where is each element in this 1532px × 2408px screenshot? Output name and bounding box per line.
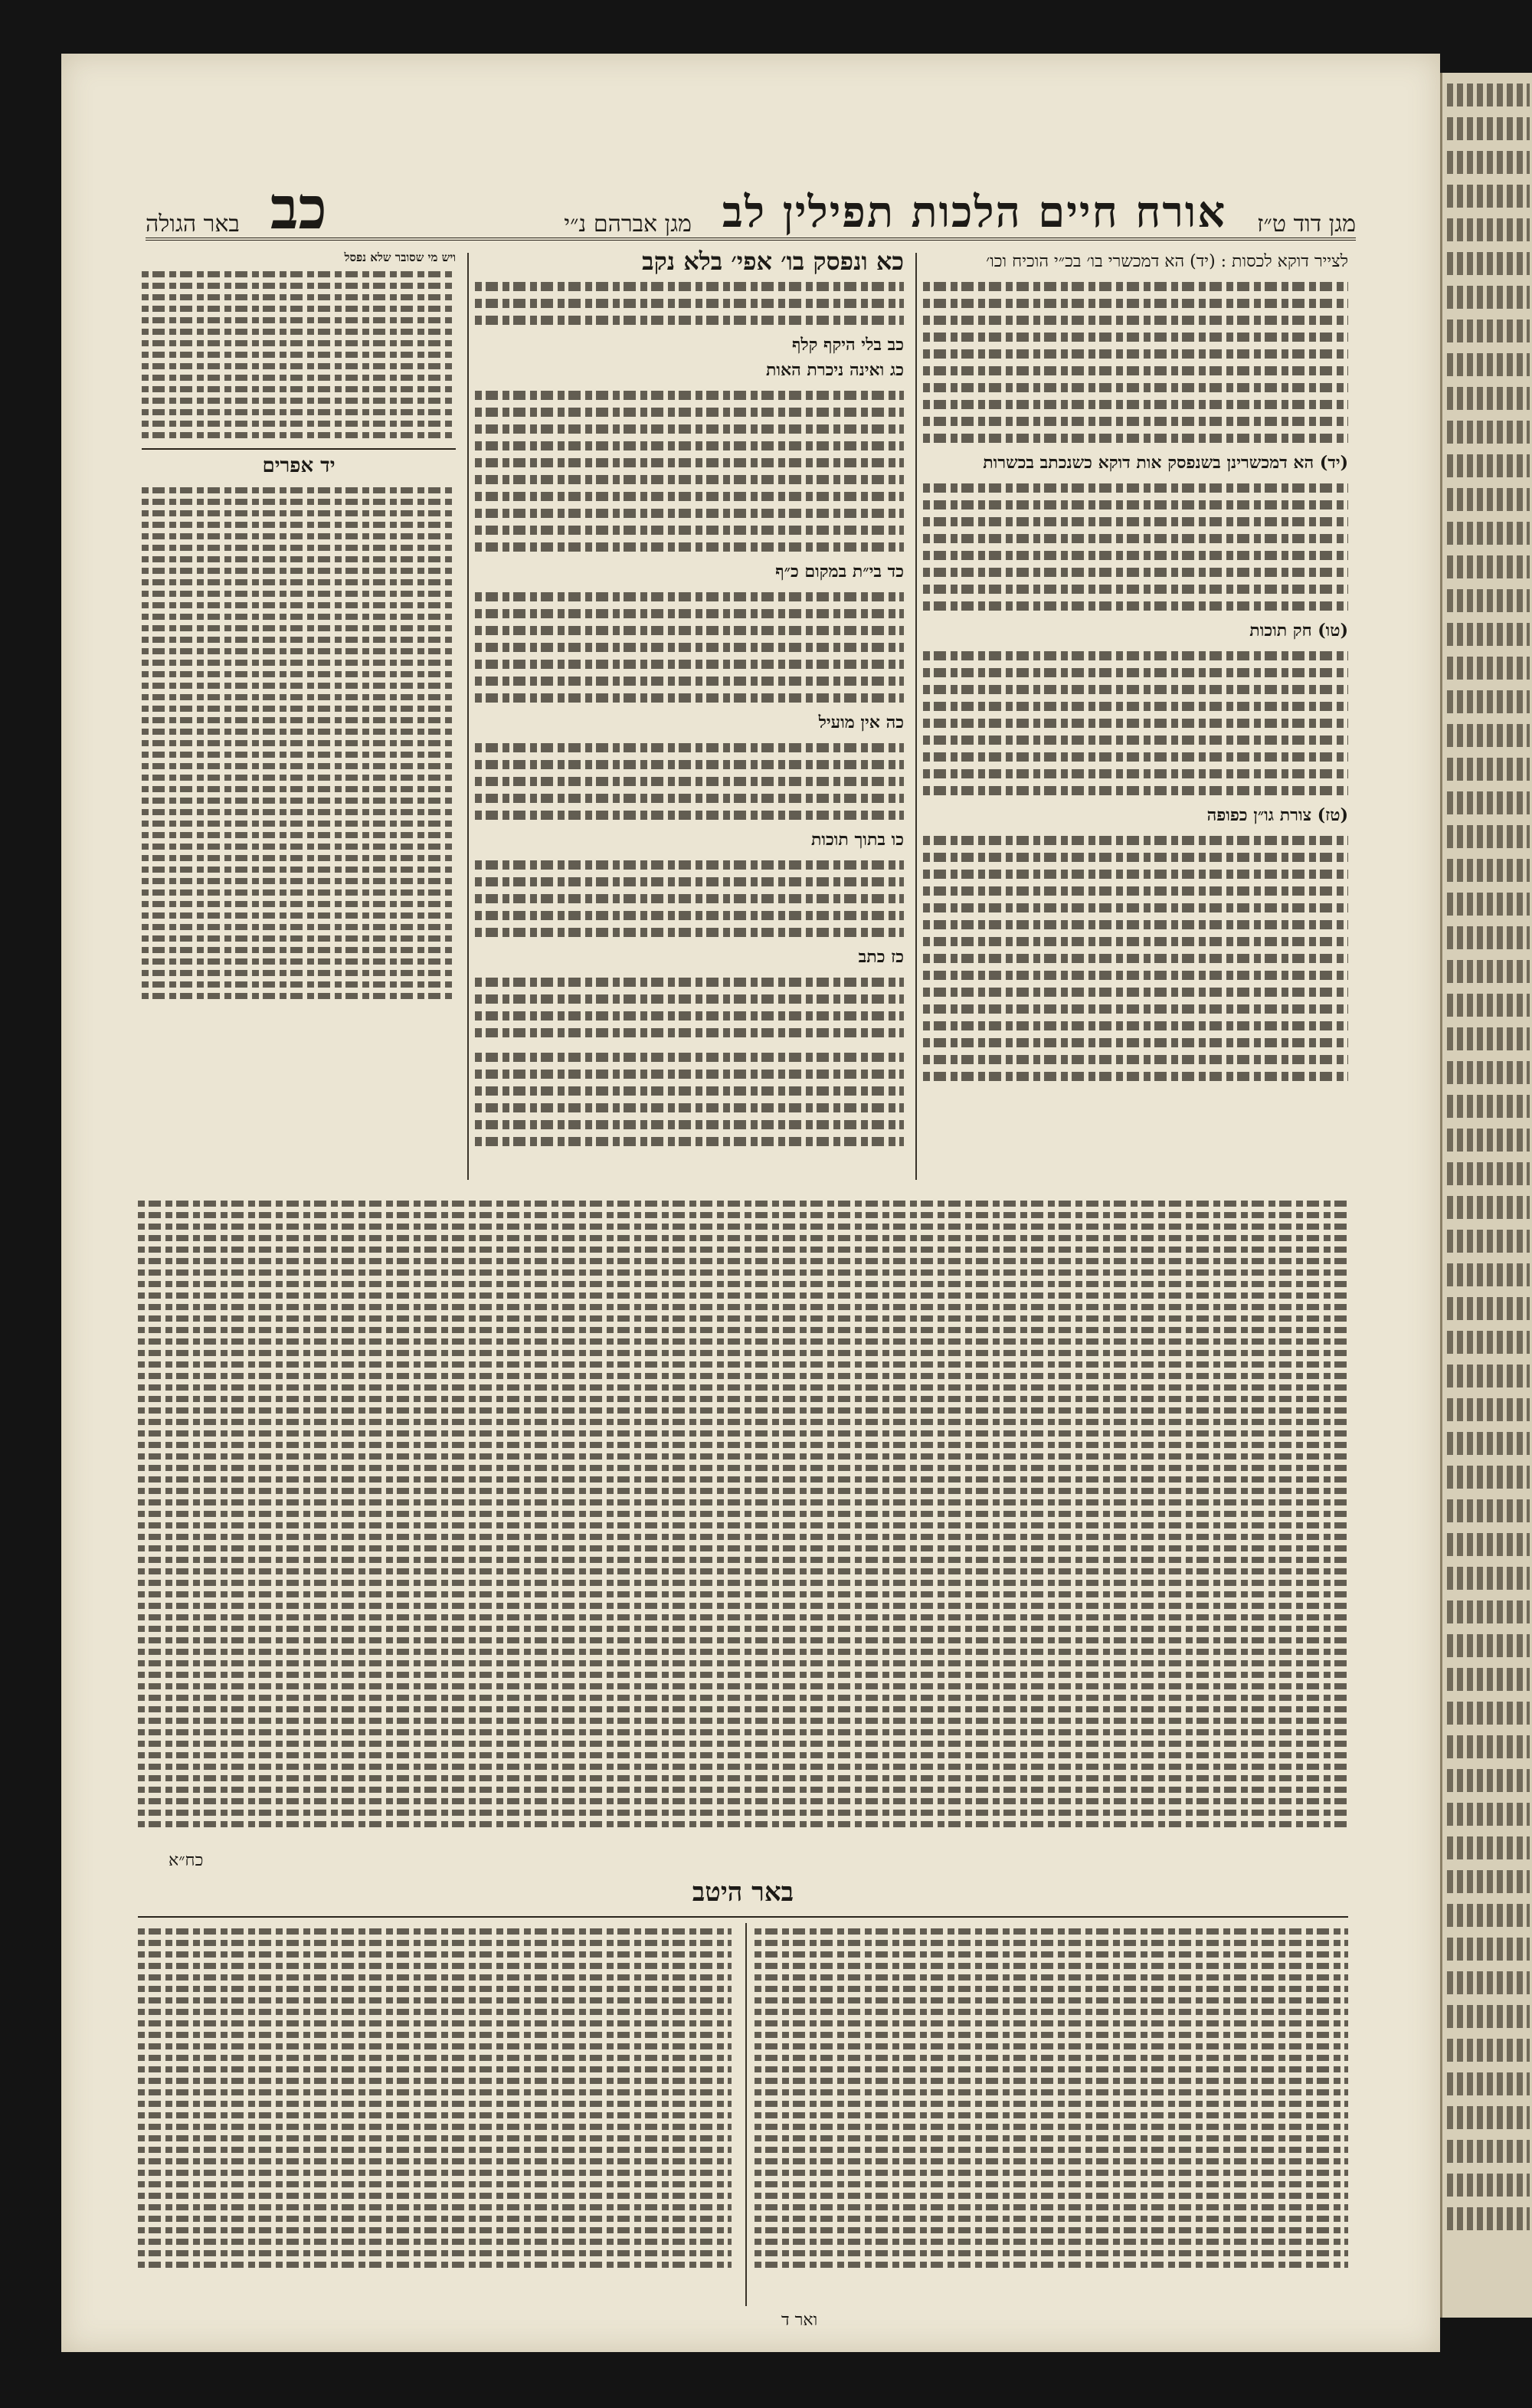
right-column-intro: לצייר דוקא לכסות : (יד) הא דמכשרי בו׳ בכ״י הוכיח וכו׳ [986,252,1348,271]
left-text-block-1 [142,266,456,444]
footnotes-label: כח״א [169,1851,204,1870]
left-narrow-column [142,249,456,1184]
right-column-text-block-1 [923,274,1348,450]
right-column-section-3: (טז) צורת גו״ן כפופה [1206,805,1348,825]
header-title: אורח חיים הלכות תפילין לב [722,187,1227,238]
center-text-block-7 [475,1045,904,1154]
header-right-label: מגן דוד ט״ז [1257,211,1356,238]
page-header [146,169,1356,241]
left-column-divider [142,448,456,450]
beer-heitev-left-column [138,1923,732,2306]
center-section-1: כב בלי היקף קלף [791,335,904,355]
center-section-2: כג ואינה ניכרת האות [765,360,904,380]
center-section-6: כז כתב [858,947,904,967]
center-text-block-5 [475,853,904,945]
commentary-text [138,1195,1348,1833]
header-left-label: באר הגולה [146,211,240,238]
header-right-group [564,187,1356,238]
center-text-block-4 [475,736,904,827]
bottom-title-rule [138,1916,1348,1918]
center-column-lead: כא ונפסק בו׳ אפי׳ בלא נקב [642,249,904,276]
bottom-column-rule [745,1923,747,2306]
center-section-5: כו בתוך תוכות [811,830,904,850]
right-column-text-block-2 [923,476,1348,618]
left-column-section-title: יד אפרים [262,454,336,477]
column-rule-right [915,253,917,1180]
left-column-lead: ויש מי שסובר שלא נפסל [344,251,456,264]
center-text-block-3 [475,585,904,710]
center-text-block-6 [475,970,904,1045]
header-center-label: מגן אברהם נ״י [564,211,692,238]
right-column-section-1: (יד) הא דמכשרינן בשנפסק אות דוקא כשנכתב בכשרות [983,453,1348,473]
right-column-text-block-4 [923,828,1348,1089]
center-section-3: כד בי״ת במקום כ״ף [775,562,904,582]
left-text-block-2 [142,482,456,1004]
center-text-block-2 [475,383,904,559]
adjacent-page-edge [1440,73,1532,2318]
commentary-block [138,1195,1348,1846]
bottom-title: באר היטב [692,1877,794,1908]
beer-heitev-right-text [755,1923,1348,2273]
right-column-section-2: (טו) חק תוכות [1249,621,1348,640]
beer-heitev-left-text [138,1923,732,2273]
center-section-4: כה אין מועיל [818,713,904,732]
column-rule-left [467,253,469,1180]
center-text-block-1 [475,274,904,333]
page-number: כב [270,174,327,242]
right-column-text-block-3 [923,644,1348,803]
book-page [61,54,1440,2352]
beer-heitev-right-column [755,1923,1348,2306]
header-left-group [146,174,327,242]
center-main-column [475,249,904,1184]
right-main-column [923,249,1348,1184]
catchword: ואר ד [781,2311,818,2330]
bottom-title-row [138,1877,1348,1908]
